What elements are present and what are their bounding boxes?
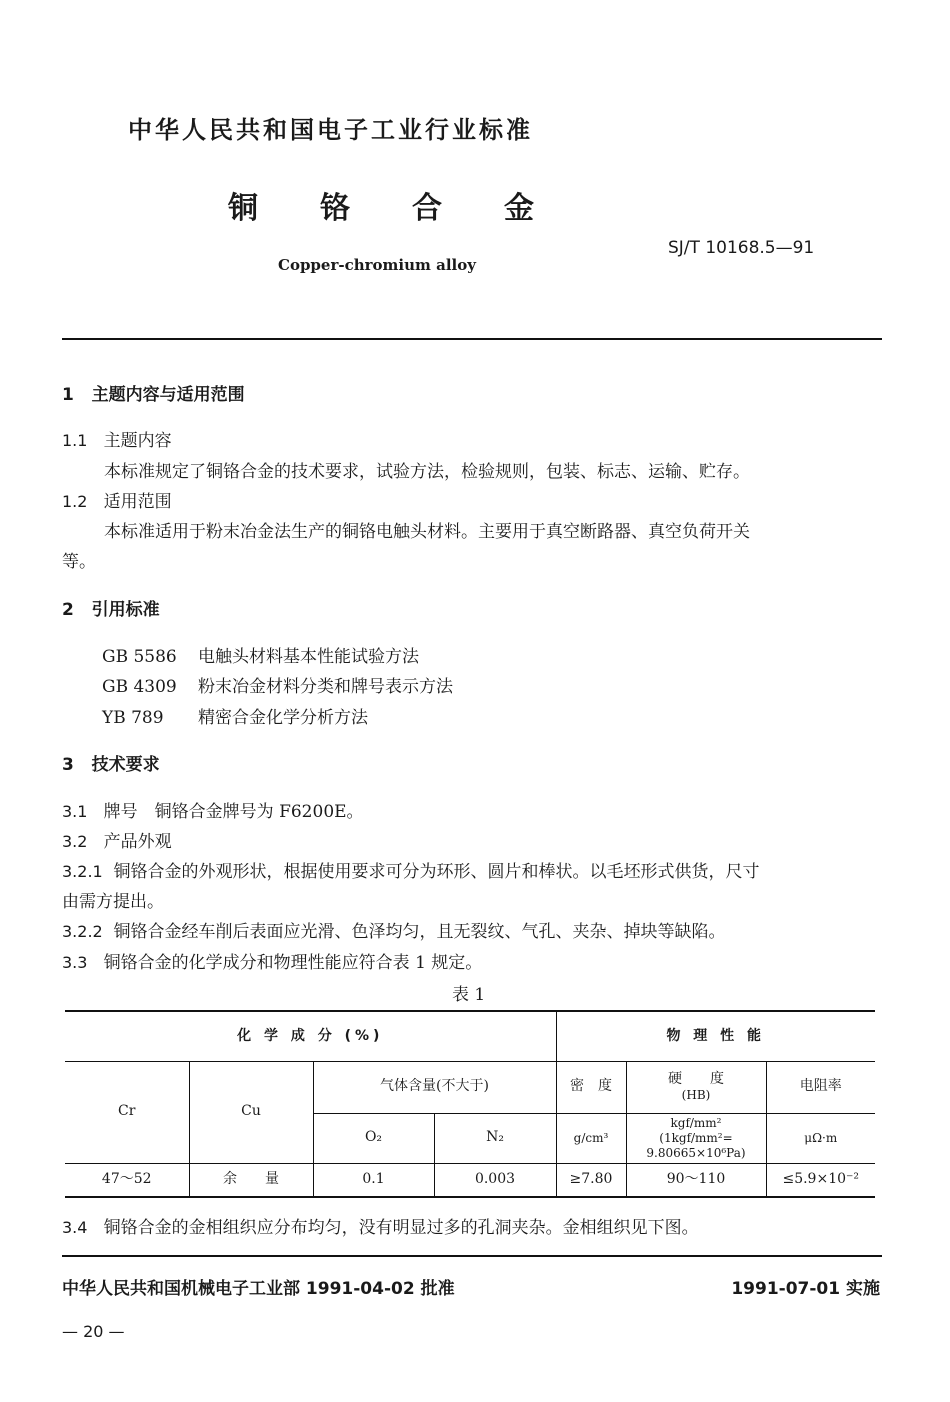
cell-cu: 余 量 — [189, 1163, 313, 1197]
reference-name: 精密合金化学分析方法 — [198, 708, 368, 728]
approval-line: 中华人民共和国机械电子工业部 1991-04-02 批准 — [62, 1279, 455, 1299]
cell-cr: 47～52 — [65, 1163, 189, 1197]
physical-properties-header: 物 理 性 能 — [556, 1011, 875, 1061]
section-3-4 — [62, 1213, 699, 1238]
doc-title — [228, 183, 596, 227]
section-3-3 — [62, 948, 482, 973]
section-title: 主题内容 — [103, 431, 172, 451]
section-3-2 — [62, 827, 172, 852]
gas-content-header: 气体含量(不大于) — [313, 1061, 556, 1113]
page-number: — 20 — — [62, 1322, 125, 1341]
cell-density: ≥7.80 — [556, 1163, 626, 1197]
composition-table — [65, 1010, 875, 1198]
reference-name: 电触头材料基本性能试验方法 — [198, 647, 419, 667]
reference-code: GB 4309 — [102, 677, 177, 697]
section-2-heading — [62, 595, 160, 620]
section-3-1 — [62, 797, 364, 822]
cell-hardness: 90～110 — [626, 1163, 766, 1197]
reference-item — [102, 703, 368, 728]
section-title: 技术要求 — [91, 755, 160, 775]
col-cu-header: Cu — [189, 1061, 313, 1163]
section-title: 主题内容与适用范围 — [91, 385, 245, 405]
title-char: 合 — [412, 191, 442, 226]
resistivity-header: 电阻率 — [766, 1061, 875, 1113]
density-unit: g/cm³ — [556, 1113, 626, 1163]
section-text: 铜铬合金的外观形状，根据使用要求可分为环形、圆片和棒状。以毛坯形式供货，尺寸 — [113, 862, 760, 882]
org-title: 中华人民共和国电子工业行业标准 — [128, 116, 533, 144]
chemical-composition-header: 化 学 成 分 (%) — [65, 1011, 556, 1061]
section-text: 牌号 铜铬合金牌号为 F6200E。 — [103, 802, 364, 822]
cell-resistivity: ≤5.9×10⁻² — [766, 1163, 875, 1197]
section-number: 3.2.1 — [62, 862, 103, 881]
section-number: 3.1 — [62, 802, 88, 821]
section-1-2-heading — [62, 487, 172, 512]
section-title: 适用范围 — [103, 492, 172, 512]
header-rule — [62, 338, 882, 340]
section-number: 1.1 — [62, 431, 88, 450]
cell-n2: 0.003 — [434, 1163, 556, 1197]
hardness-label: 硬 度 — [668, 1070, 724, 1087]
hardness-hb: (HB) — [681, 1088, 711, 1103]
section-number: 3.2.2 — [62, 922, 103, 941]
section-text: 铜铬合金的化学成分和物理性能应符合表 1 规定。 — [103, 953, 483, 973]
section-number: 3.3 — [62, 953, 88, 972]
section-number: 3.4 — [62, 1218, 88, 1237]
reference-name: 粉末冶金材料分类和牌号表示方法 — [198, 677, 453, 697]
hardness-unit — [626, 1113, 766, 1163]
section-number: 3.2 — [62, 832, 88, 851]
section-number: 1.2 — [62, 492, 88, 511]
section-1-2-body-line2: 等。 — [62, 552, 96, 572]
reference-code: YB 789 — [102, 708, 164, 728]
section-3-2-1-line1 — [62, 857, 760, 882]
hardness-unit-line3: 9.80665×10⁶Pa) — [646, 1145, 746, 1160]
resistivity-unit: μΩ·m — [766, 1113, 875, 1163]
col-n2-header: N₂ — [434, 1113, 556, 1163]
col-cr-header: Cr — [65, 1061, 189, 1163]
effective-date: 1991-07-01 实施 — [731, 1279, 880, 1299]
title-char: 铬 — [320, 191, 350, 226]
section-text: 铜铬合金的金相组织应分布均匀，没有明显过多的孔洞夹杂。金相组织见下图。 — [103, 1218, 699, 1238]
section-1-2-body-line1: 本标准适用于粉末冶金法生产的铜铬电触头材料。主要用于真空断路器、真空负荷开关 — [104, 522, 750, 542]
section-1-1-body: 本标准规定了铜铬合金的技术要求，试验方法，检验规则，包装、标志、运输、贮存。 — [104, 462, 750, 482]
reference-item — [102, 642, 419, 667]
section-text: 铜铬合金经车削后表面应光滑、色泽均匀，且无裂纹、气孔、夹杂、掉块等缺陷。 — [113, 922, 726, 942]
hardness-unit-line1: kgf/mm² — [670, 1115, 722, 1130]
section-3-2-1-line2: 由需方提出。 — [62, 892, 164, 912]
col-o2-header: O₂ — [313, 1113, 434, 1163]
section-1-heading — [62, 380, 245, 405]
english-title: Copper-chromium alloy — [278, 256, 476, 274]
density-header: 密 度 — [556, 1061, 626, 1113]
section-3-heading — [62, 750, 160, 775]
section-title: 引用标准 — [91, 600, 160, 620]
reference-code: GB 5586 — [102, 647, 177, 667]
reference-item — [102, 672, 453, 697]
hardness-header — [626, 1061, 766, 1113]
hardness-unit-line2: (1kgf/mm²= — [659, 1130, 733, 1145]
title-char: 金 — [504, 191, 534, 226]
footer-rule — [62, 1255, 882, 1257]
table-row — [65, 1163, 875, 1197]
section-3-2-2 — [62, 917, 726, 942]
table-caption: 表 1 — [452, 985, 486, 1005]
section-number: 3 — [62, 755, 74, 775]
section-number: 1 — [62, 385, 74, 405]
section-text: 产品外观 — [103, 832, 172, 852]
section-number: 2 — [62, 600, 74, 620]
title-char: 铜 — [228, 191, 258, 226]
standard-code: SJ/T 10168.5—91 — [668, 238, 815, 258]
section-1-1-heading — [62, 426, 172, 451]
cell-o2: 0.1 — [313, 1163, 434, 1197]
